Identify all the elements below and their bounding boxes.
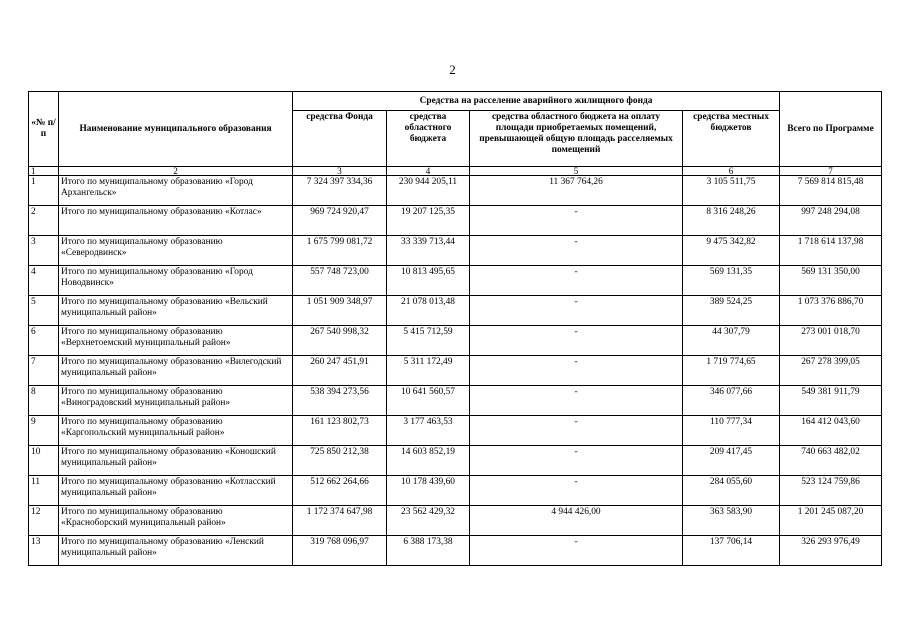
regional-extra-amount: - [470,536,683,566]
table-row [29,416,882,446]
fund-amount: 557 748 723,00 [293,266,387,296]
table-row [29,296,882,326]
fund-amount: 512 662 264,66 [293,476,387,506]
fund-amount: 1 172 374 647,98 [293,506,387,536]
regional-amount: 14 603 852,19 [387,446,470,476]
total-amount: 7 569 814 815,48 [780,176,882,206]
row-number: 6 [29,326,59,356]
funding-table [28,91,882,566]
total-amount: 523 124 759,86 [780,476,882,506]
index-cell: 1 [29,167,59,176]
row-number: 1 [29,176,59,206]
regional-extra-amount: 11 367 764,26 [470,176,683,206]
fund-amount: 161 123 802,73 [293,416,387,446]
municipality-name: Итого по муниципальному образованию «Вилегодский муниципальный район» [59,356,293,386]
index-cell: 2 [59,167,293,176]
table-row [29,356,882,386]
local-amount: 1 719 774,65 [683,356,780,386]
row-number: 8 [29,386,59,416]
fund-amount: 1 675 799 081,72 [293,236,387,266]
header-total: Всего по Программе [780,92,882,167]
regional-amount: 23 562 429,32 [387,506,470,536]
index-cell: 7 [780,167,882,176]
municipality-name: Итого по муниципальному образованию «Коношский муниципальный район» [59,446,293,476]
regional-extra-amount: - [470,476,683,506]
local-amount: 569 131,35 [683,266,780,296]
local-amount: 209 417,45 [683,446,780,476]
regional-amount: 5 415 712,59 [387,326,470,356]
fund-amount: 319 768 096,97 [293,536,387,566]
table-row [29,236,882,266]
row-number: 4 [29,266,59,296]
table-row [29,386,882,416]
regional-amount: 33 339 713,44 [387,236,470,266]
row-number: 12 [29,506,59,536]
total-amount: 740 663 482,02 [780,446,882,476]
row-number: 5 [29,296,59,326]
fund-amount: 538 394 273,56 [293,386,387,416]
municipality-name: Итого по муниципальному образованию «Красноборский муниципальный район» [59,506,293,536]
index-cell: 3 [293,167,387,176]
fund-amount: 1 051 909 348,97 [293,296,387,326]
local-amount: 137 706,14 [683,536,780,566]
table-row [29,266,882,296]
local-amount: 110 777,34 [683,416,780,446]
municipality-name: Итого по муниципальному образованию «Котласский муниципальный район» [59,476,293,506]
fund-amount: 725 850 212,38 [293,446,387,476]
municipality-name: Итого по муниципальному образованию «Верхнетоемский муниципальный район» [59,326,293,356]
row-number: 13 [29,536,59,566]
regional-amount: 6 388 173,38 [387,536,470,566]
total-amount: 997 248 294,08 [780,206,882,236]
regional-extra-amount: - [470,446,683,476]
header-regional: средства областного бюджета [387,111,470,167]
regional-amount: 10 813 495,65 [387,266,470,296]
row-number: 3 [29,236,59,266]
row-number: 7 [29,356,59,386]
regional-extra-amount: - [470,296,683,326]
regional-extra-amount: - [470,236,683,266]
table-row [29,326,882,356]
total-amount: 569 131 350,00 [780,266,882,296]
total-amount: 164 412 043,60 [780,416,882,446]
regional-extra-amount: - [470,386,683,416]
page-number: 2 [449,62,456,77]
regional-extra-amount: - [470,206,683,236]
fund-amount: 7 324 397 334,36 [293,176,387,206]
regional-extra-amount: - [470,326,683,356]
fund-amount: 267 540 998,32 [293,326,387,356]
header-group-title: Средства на расселение аварийного жилищного фонда [293,92,780,111]
row-number: 9 [29,416,59,446]
table-row [29,506,882,536]
municipality-name: Итого по муниципальному образованию «Город Архангельск» [59,176,293,206]
regional-extra-amount: - [470,356,683,386]
column-index-row [29,167,882,176]
table-row [29,176,882,206]
municipality-name: Итого по муниципальному образованию «Ленский муниципальный район» [59,536,293,566]
municipality-name: Итого по муниципальному образованию «Котлас» [59,206,293,236]
table-row [29,206,882,236]
local-amount: 346 077,66 [683,386,780,416]
index-cell: 4 [387,167,470,176]
regional-extra-amount: - [470,266,683,296]
municipality-name: Итого по муниципальному образованию «Северодвинск» [59,236,293,266]
regional-amount: 3 177 463,53 [387,416,470,446]
municipality-name: Итого по муниципальному образованию «Каргопольский муниципальный район» [59,416,293,446]
regional-amount: 10 178 439,60 [387,476,470,506]
table-row [29,446,882,476]
local-amount: 8 316 248,26 [683,206,780,236]
regional-extra-amount: - [470,416,683,446]
row-number: 10 [29,446,59,476]
row-number: 11 [29,476,59,506]
row-number: 2 [29,206,59,236]
total-amount: 549 381 911,79 [780,386,882,416]
local-amount: 284 055,60 [683,476,780,506]
local-amount: 9 475 342,82 [683,236,780,266]
regional-amount: 19 207 125,35 [387,206,470,236]
fund-amount: 260 247 451,91 [293,356,387,386]
fund-amount: 969 724 920,47 [293,206,387,236]
header-local: средства местных бюджетов [683,111,780,167]
total-amount: 1 073 376 886,70 [780,296,882,326]
table-row [29,476,882,506]
header-name: Наименование муниципального образования [59,92,293,167]
index-cell: 6 [683,167,780,176]
table-row [29,536,882,566]
local-amount: 363 583,90 [683,506,780,536]
regional-extra-amount: 4 944 426,00 [470,506,683,536]
regional-amount: 21 078 013,48 [387,296,470,326]
total-amount: 1 718 614 137,98 [780,236,882,266]
header-regional-extra: средства областного бюджета на оплату площади приобретаемых помещений, превышающей общую площадь расселяемых помещений [470,111,683,167]
header-num: «№ п/п [29,92,59,167]
total-amount: 1 201 245 087,20 [780,506,882,536]
municipality-name: Итого по муниципальному образованию «Город Новодвинск» [59,266,293,296]
regional-amount: 230 944 205,11 [387,176,470,206]
regional-amount: 10 641 560,57 [387,386,470,416]
regional-amount: 5 311 172,49 [387,356,470,386]
header-fund: средства Фонда [293,111,387,167]
total-amount: 326 293 976,49 [780,536,882,566]
total-amount: 267 278 399,05 [780,356,882,386]
total-amount: 273 001 018,70 [780,326,882,356]
municipality-name: Итого по муниципальному образованию «Виноградовский муниципальный район» [59,386,293,416]
municipality-name: Итого по муниципальному образованию «Вельский муниципальный район» [59,296,293,326]
local-amount: 3 105 511,75 [683,176,780,206]
local-amount: 44 307,79 [683,326,780,356]
index-cell: 5 [470,167,683,176]
local-amount: 389 524,25 [683,296,780,326]
